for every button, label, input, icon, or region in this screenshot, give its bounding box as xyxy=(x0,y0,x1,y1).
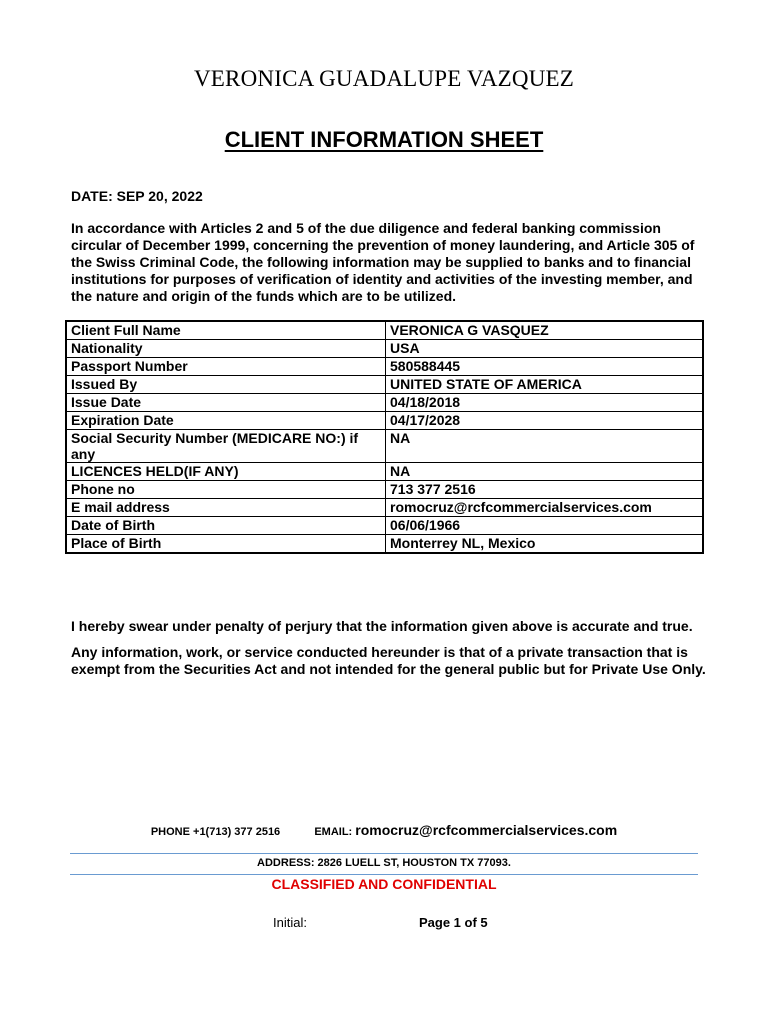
footer-divider-bottom xyxy=(70,874,698,875)
field-value: UNITED STATE OF AMERICA xyxy=(386,376,704,394)
field-value: VERONICA G VASQUEZ xyxy=(386,321,704,340)
field-label: Date of Birth xyxy=(66,517,386,535)
field-value: Monterrey NL, Mexico xyxy=(386,535,704,554)
initial-label: Initial: xyxy=(273,915,307,930)
document-title: CLIENT INFORMATION SHEET xyxy=(224,127,544,152)
table-row xyxy=(66,535,703,554)
table-row xyxy=(66,358,703,376)
table-row xyxy=(66,376,703,394)
field-value: NA xyxy=(386,463,704,481)
private-use-notice: Any information, work, or service conducted hereunder is that of a private transaction that is exempt from the Securities Act and not intended for the general public but for Private Use Only. xyxy=(71,644,706,677)
table-row xyxy=(66,499,703,517)
field-value: 04/17/2028 xyxy=(386,412,704,430)
field-value: USA xyxy=(386,340,704,358)
page-number: Page 1 of 5 xyxy=(419,915,488,930)
field-value: 06/06/1966 xyxy=(386,517,704,535)
table-row xyxy=(66,321,703,340)
field-label: Phone no xyxy=(66,481,386,499)
field-label: Client Full Name xyxy=(66,321,386,340)
footer-address: ADDRESS: 2826 LUELL ST, HOUSTON TX 77093. xyxy=(257,857,511,869)
table-row xyxy=(66,340,703,358)
table-row xyxy=(66,481,703,499)
oath-statement: I hereby swear under penalty of perjury that the information given above is accurate and true. xyxy=(71,618,693,634)
field-value: 04/18/2018 xyxy=(386,394,704,412)
field-label: Social Security Number (MEDICARE NO:) if any xyxy=(66,430,386,463)
client-name-heading: VERONICA GUADALUPE VAZQUEZ xyxy=(193,66,575,91)
classified-banner: CLASSIFIED AND CONFIDENTIAL xyxy=(271,876,497,892)
intro-paragraph: In accordance with Articles 2 and 5 of the due diligence and federal banking commission circular of December 1999, concerning the prevention of money laundering, and Article 305 of the Swiss Criminal Code, the following information may be supplied to banks and to financial institutions for purposes of verification of identity and activities of the investing member, and the nature and origin of the funds which are to be utilized. xyxy=(71,220,695,304)
table-row xyxy=(66,430,703,463)
table-row xyxy=(66,517,703,535)
field-label: Place of Birth xyxy=(66,535,386,554)
footer-email-label: EMAIL: xyxy=(314,826,353,838)
field-value: romocruz@rcfcommercialservices.com xyxy=(386,499,704,517)
field-value: NA xyxy=(386,430,704,463)
document-date: DATE: SEP 20, 2022 xyxy=(71,188,203,204)
table-row xyxy=(66,463,703,481)
field-label: LICENCES HELD(IF ANY) xyxy=(66,463,386,481)
field-label: Issued By xyxy=(66,376,386,394)
field-label: Issue Date xyxy=(66,394,386,412)
footer-divider-top xyxy=(70,853,698,854)
field-label: E mail address xyxy=(66,499,386,517)
field-label: Expiration Date xyxy=(66,412,386,430)
field-value: 580588445 xyxy=(386,358,704,376)
field-label: Passport Number xyxy=(66,358,386,376)
footer-email: romocruz@rcfcommercialservices.com xyxy=(355,822,618,838)
table-row xyxy=(66,394,703,412)
footer-contact xyxy=(0,822,768,838)
footer-phone: PHONE +1(713) 377 2516 xyxy=(150,826,281,838)
client-info-table xyxy=(65,320,704,554)
table-row xyxy=(66,412,703,430)
field-label: Nationality xyxy=(66,340,386,358)
field-value: 713 377 2516 xyxy=(386,481,704,499)
